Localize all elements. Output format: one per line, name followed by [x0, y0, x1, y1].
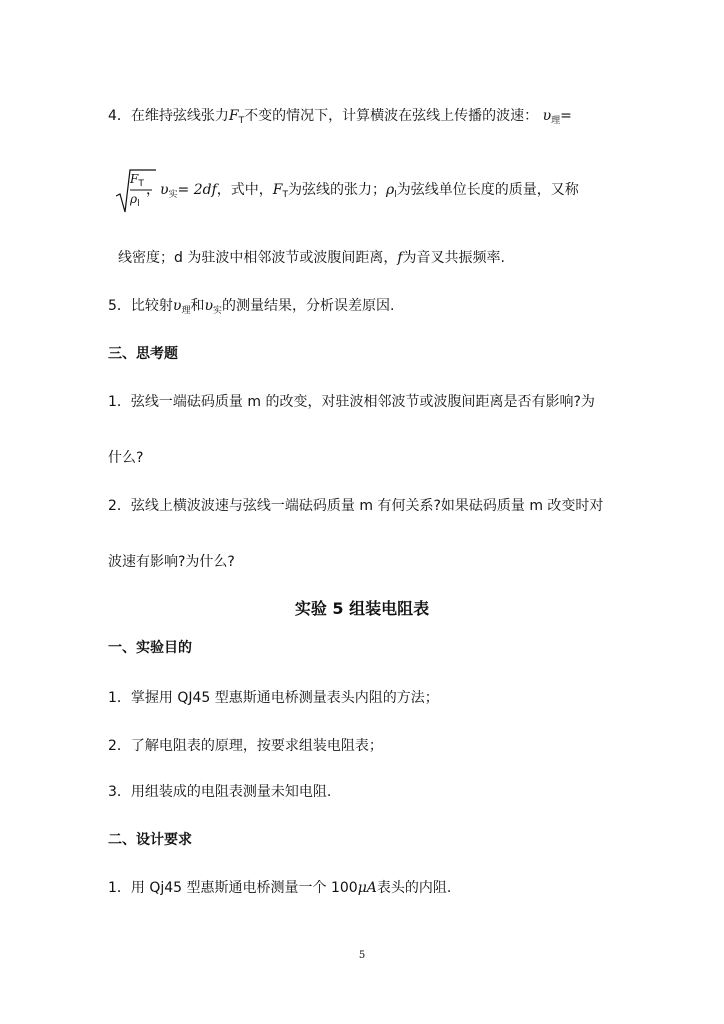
item-4-line-3: 线密度；d 为驻波中相邻波节或波腹间距离，f为音叉共振频率.: [118, 250, 505, 266]
section-3-heading: 三、思考题: [108, 346, 178, 362]
velocity-exp-symbol-2: $\upsilon_实$: [204, 298, 222, 316]
item-4-text-b: 不变的情况下，计算横波在弦线上传播的波速：: [244, 108, 539, 124]
question-1-line-2: 什么?: [108, 450, 144, 466]
equals-sign: =: [560, 108, 572, 124]
item-4-line-1: [108, 106, 572, 131]
item-5: 5．比较射$\upsilon_理$和$\upsilon_实$的测量结果，分析误差原因.: [108, 298, 395, 316]
question-1-line-1: 1．弦线一端砝码质量 m 的改变，对驻波相邻波节或波腹间距离是否有影响?为: [108, 394, 595, 410]
aim-2: 2．了解电阻表的原理，按要求组装电阻表；: [108, 738, 383, 754]
density-symbol: $\rho_l$: [385, 182, 397, 200]
question-2-line-2: 波速有影响?为什么?: [108, 554, 235, 570]
tension-symbol: $F_T$: [228, 108, 245, 126]
page-number: 5: [358, 950, 366, 961]
velocity-theory-symbol: $\upsilon_理$: [542, 108, 561, 126]
section-2-heading: 二、设计要求: [108, 832, 192, 848]
question-2-line-1: 2．弦线上横波波速与弦线一端砝码质量 m 有何关系?如果砝码质量 m 改变时对: [108, 498, 604, 514]
chapter-title: 实验 5 组装电阻表: [294, 599, 430, 618]
section-1-heading: 一、实验目的: [108, 640, 192, 656]
item-4-line-2: ，$\upsilon_实= 2df$，式中，$F_T$为弦线的张力；$\rho_l$为弦线单位长度的质量，又称: [146, 182, 579, 200]
item-4-text-a: 4．在维持弦线张力: [108, 108, 229, 124]
microampere-unit: μA: [357, 880, 377, 896]
tension-symbol-2: $F_T$: [272, 182, 288, 200]
velocity-exp-symbol: $\upsilon_实$: [160, 182, 178, 200]
frequency-symbol: f: [397, 250, 403, 266]
velocity-exp-rhs: = 2df: [177, 182, 217, 198]
fraction-denominator: $\rho_l$: [130, 192, 140, 209]
velocity-theory-symbol-2: $\upsilon_理$: [172, 298, 191, 316]
fraction-numerator: $F_T$: [130, 172, 144, 189]
aim-3: 3．用组装成的电阻表测量未知电阻.: [108, 784, 332, 800]
requirement-1: 1．用 Qj45 型惠斯通电桥测量一个 100μA表头的内阻.: [108, 880, 452, 896]
aim-1: 1．掌握用 QJ45 型惠斯通电桥测量表头内阻的方法；: [108, 690, 439, 706]
